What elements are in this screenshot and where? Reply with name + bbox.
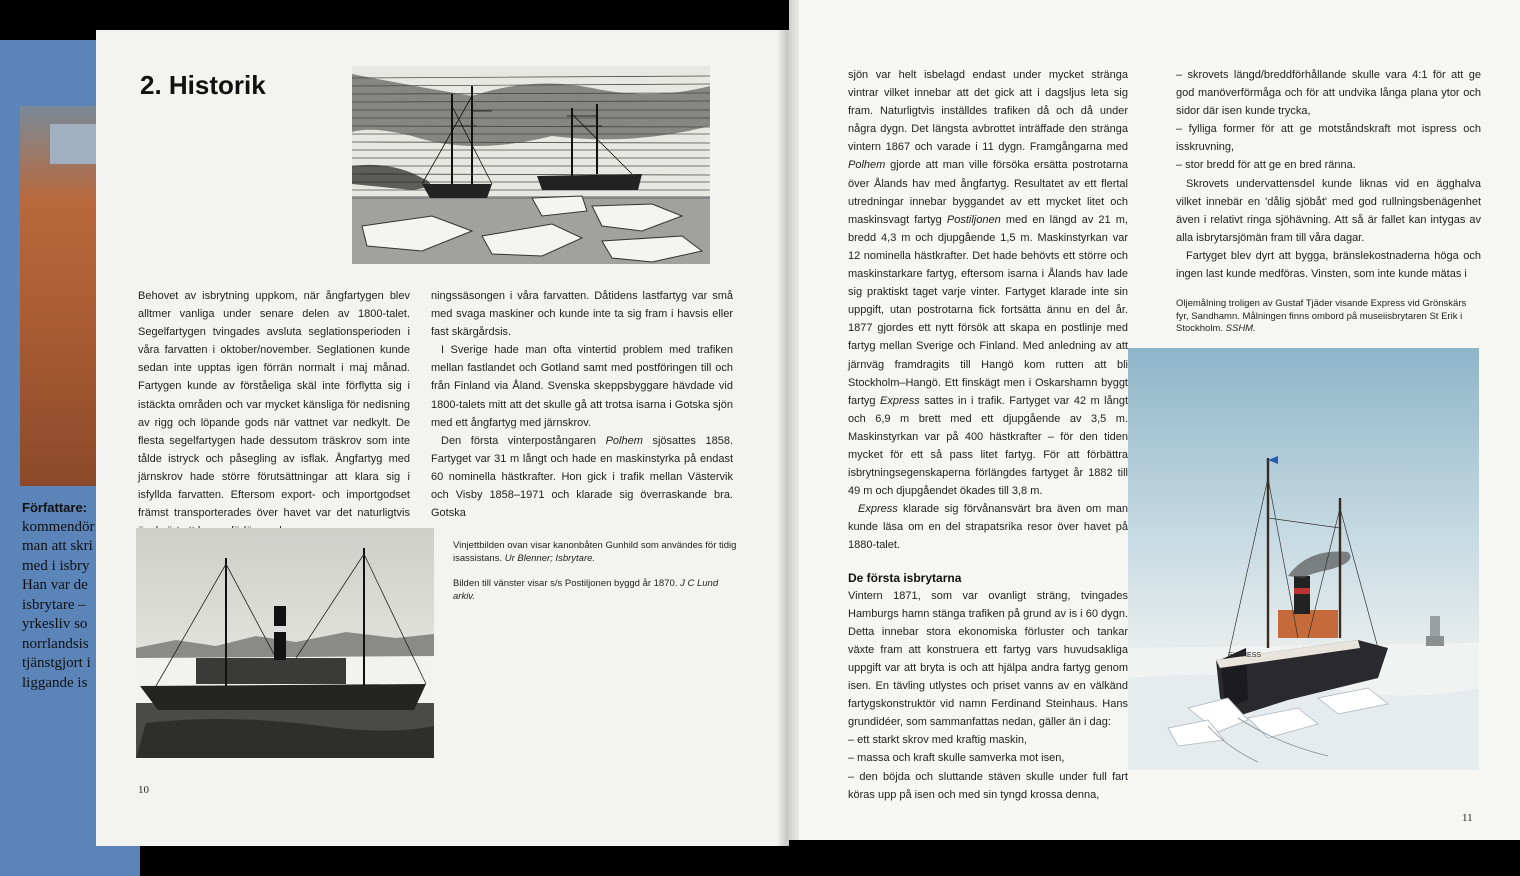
paragraph: ningssäsongen i våra farvatten. Dåtidens lastfartyg var små med svaga maskiner och kunde inte ta sig fram i havsis eller fast skärgårdsis. xyxy=(431,290,733,339)
list-item: – den böjda och sluttande stäven skulle under full fart köras upp på isen och med sin tyngd krossa denna, xyxy=(848,770,1128,801)
chapter-heading: 2. Historik xyxy=(140,70,266,100)
right-text-column-2 xyxy=(1176,66,1481,283)
paragraph: Fartyget blev dyrt att bygga, bränslekostnaderna höga och ingen last kunde medföras. Vinsten, som inte kunde mätas i xyxy=(1176,249,1481,281)
right-text-column-1 xyxy=(848,66,1128,804)
list-item: – ett starkt skrov med kraftig maskin, xyxy=(848,734,1028,747)
list-item: – massa och kraft skulle samverka mot isen, xyxy=(848,752,1065,765)
paragraph: Vintern 1871, som var ovanligt sträng, tvingades Hamburgs hamn stänga trafiken på grund av is i 60 dygn. Detta innebar stora ekonomiska förluster och tankar växte fram att konstruera ett fartyg vars huvudsakliga uppgift var att bryta is och att hjälpa andra fartyg genom isen. En tävling utlystes och priset vanns av en välkänd fartygskonstruktör vid namn Ferdinand Steinhaus. Hans grundidéer, som sammanfattas nedan, gäller än i dag: xyxy=(848,589,1128,729)
list-item: – skrovets längd/breddförhållande skulle vara 4:1 för att ge god manöverförmåga och för att undvika långa plana ytor och sidor där isen kunde trycka, xyxy=(1176,69,1481,118)
book-spine xyxy=(777,0,799,846)
ship-name-label: EXPRESS xyxy=(1228,652,1262,659)
paragraph: Express klarade sig förvånansvärt bra även om man kunde läsa om en del strapatsrika resor över havet på 1880-talet. xyxy=(848,503,1128,552)
paragraph: Behovet av isbrytning uppkom, när ångfartygen blev alltmer vanliga under senare delen av 1800-talet. Segelfartygen tvingades avsluta seglationsperioden i våra farvatten i oktober/november. Seglationen kunde sedan inte upptas igen förrän normalt i maj månad. Fartygen kunde av förståeliga skäl inte förflytta sig i istäckta områden och var mycket känsliga för nedisning av rigg och löpande gods när vattnet var nedkylt. De flesta segelfartygen hade dessutom träskrov som inte tålde istryck och påsegling av isflak. Ångfartyg med järnskrov hade större förutsättningar att klara sig i isfyllda farvatten. Eftersom export- och importgodset främst transporterades över havet var det naturligtvis xyxy=(138,290,410,520)
left-text-column-2 xyxy=(431,287,733,522)
background-ship-photo xyxy=(20,106,105,486)
paragraph: Skrovets undervattensdel kunde liknas vid en ägghalva vilket innebär en 'dålig sjöbåt' med god rullningsbenägenhet även i relativt ringa sjöhävning. Att så är fallet kan intygas av alla isbrytarsjömän fram till våra dagar. xyxy=(1176,177,1481,244)
page-number-left: 10 xyxy=(138,784,149,796)
paragraph: sjön var helt isbelagd endast under mycket stränga vintrar vilket innebar att det gick att i dagsljus leta sig fram. Naturligtvis inställdes trafiken då och då under några dygn. Det längsta avbrottet inträffade den stränga vintern 1867 och varade i 11 dygn. Framgångarna med Polhem gjorde att man ville försöka ersätta postrotarna över Ålands hav med ångfartyg. Resultatet av ett flertal utredningar innebar byggandet av ett mycket litet och maskinsvagt fartyg Postiljonen med en längd av 21 m, bredd 4,3 m och djupgående 1,5 m. Maskinstyrkan var 12 nominella hästkrafter. Det hade behövts ett större och maskinstarkare fartyg, eftersom isarna i Ålands hav lade sig praktiskt taget varje vinter. Fartyget klarade inte sin uppgift, utan postrotarna fick fortsätta ännu en del år. 1877 gjordes ett nytt försök att skapa en postlinje med fartyg mellan Sverige och Finland. Med anledning av att järnväg framdragits till Hangö kom rutten att bli Stockholm–Hangö. Ett finskägt men i Oskarshamn byggt fartyg Express sattes in i trafik. Fartyget var 42 m långt och 6,9 m brett med ett djupgående av 3,5 m. Maskinstyrkan var på 400 hästkrafter – för den tiden mycket för ett så pass litet fartyg. För att förbättra isbrytningsegenskaperna förlängdes fartyget år 1882 till 49 m och djupgåendet ökades till 3,8 m. xyxy=(848,69,1128,498)
caption-postiljonen: Bilden till vänster visar s/s Postiljonen byggd år 1870. J C Lund arkiv. xyxy=(453,578,719,602)
express-painting xyxy=(1128,348,1479,770)
paragraph: I Sverige hade man ofta vintertid problem med trafiken mellan fastlandet och Gotland samt med postföringen till och från Finland via Åland. Svenska skeppsbyggare hävdade vid 1800-talets mitt att det skulle gå att trotsa isarna i Gotska sjön med ett ångfartyg med järnskrov. xyxy=(431,344,733,429)
background-book-text: Författare: kommendör man att skri med i isbry Han var de isbrytare – yrkesliv so norrlandsis tjänstgjort i liggande is xyxy=(22,500,95,691)
engraving-gunhild-image xyxy=(352,66,710,264)
page-number-right: 11 xyxy=(1462,812,1473,824)
list-item: – fylliga former för att ge motståndskraft mot ispress och isskruvning, xyxy=(1176,123,1481,154)
postiljonen-photo xyxy=(136,528,434,758)
caption-painting: Oljemålning troligen av Gustaf Tjäder visande Express vid Grönskärs fyr, Sandhamn. Målningen finns ombord på museiisbrytaren St Erik i Stockholm. SSHM. xyxy=(1176,298,1467,334)
section-heading: De första isbrytarna xyxy=(848,570,962,585)
paragraph: Den första vinterpostångaren Polhem sjösattes 1858. Fartyget var 31 m långt och hade en maskinstyrka på endast 60 nominella hästkrafter. Hon gick i trafik mellan Västervik och Visby 1858–1971 och klarade sig överraskande bra. Gotska xyxy=(431,434,733,520)
left-text-column-1 xyxy=(138,287,410,540)
caption-vignette: Vinjettbilden ovan visar kanonbåten Gunhild som användes för tidig isassistans. Ur Blenner; Isbrytare. xyxy=(453,540,737,564)
list-item: – stor bredd för att ge en bred ränna. xyxy=(1176,159,1356,172)
